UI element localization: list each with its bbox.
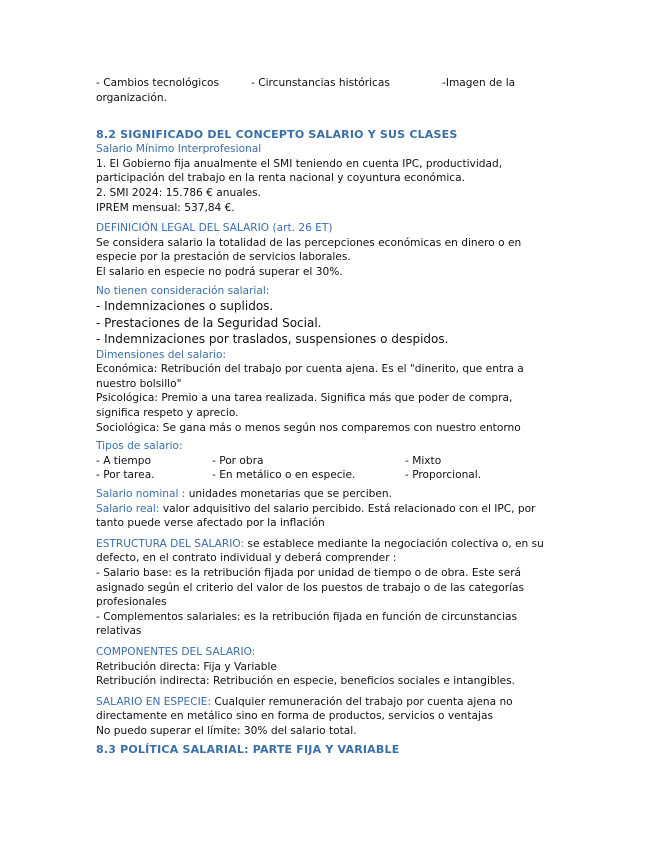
real-line	[96, 502, 566, 517]
smi-line-2: 2. SMI 2024: 15.786 € anuales.	[96, 186, 262, 199]
iprem-line: IPREM mensual: 537,84 €.	[96, 201, 235, 214]
nominal-text: unidades monetarias que se perciben.	[185, 487, 392, 500]
tipos-row-2	[96, 468, 566, 483]
estr-line-5: profesionales	[96, 596, 167, 609]
dim-line-1: Económica: Retribución del trabajo por cuenta ajena. Es el "dinerito, que entra a	[96, 363, 524, 376]
tipo-item: - Mixto	[405, 454, 442, 467]
esp-line-3: No puedo superar el límite: 30% del salario total.	[96, 724, 357, 737]
esp-line-2: directamente en metálico sino en forma de productos, servicios o ventajas	[96, 710, 493, 723]
esp-label: SALARIO EN ESPECIE:	[96, 695, 212, 708]
real-text: valor adquisitivo del salario percibido. Está relacionado con el IPC, por	[159, 502, 536, 515]
real-line-2: tanto puede verse afectado por la inflación	[96, 517, 325, 530]
estr-line-4: asignado según el criterio del valor de los puestos de trabajo o de las categorías	[96, 581, 525, 594]
nominal-line	[96, 487, 566, 502]
dim-line-4: significa respeto y aprecio.	[96, 407, 239, 419]
estr-line-3: - Salario base: es la retribución fijada por unidad de tiempo o de obra. Este será	[96, 566, 522, 579]
estr-line-7: relativas	[96, 625, 142, 638]
nosal-title: No tienen consideración salarial:	[96, 284, 270, 297]
smi-title: Salario Mínimo Interprofesional	[96, 143, 262, 156]
nosal-item: - Prestaciones de la Seguridad Social.	[96, 315, 322, 330]
nominal-label: Salario nominal :	[96, 487, 186, 500]
estr-label: ESTRUCTURA DEL SALARIO:	[96, 537, 245, 550]
comp-line-2: Retribución indirecta: Retribución en especie, beneficios sociales e intangibles.	[96, 675, 516, 688]
tipo-item: - Por obra	[212, 454, 264, 467]
tipo-item: - En metálico o en especie.	[212, 469, 356, 482]
def-line-3: El salario en especie no podrá superar el 30%.	[96, 265, 343, 278]
tipos-row-1	[96, 454, 566, 469]
intro-cont: organización.	[96, 91, 167, 104]
tipo-item: - A tiempo	[96, 454, 151, 467]
comp-title: COMPONENTES DEL SALARIO:	[96, 645, 256, 658]
comp-line-1: Retribución directa: Fija y Variable	[96, 660, 277, 673]
intro-col2: - Circunstancias históricas	[251, 77, 390, 89]
section-83-heading: 8.3 POLÍTICA SALARIAL: PARTE FIJA Y VARIABLE	[96, 743, 400, 757]
estr-line-2: defecto, en el contrato individual y deberá comprender :	[96, 552, 397, 565]
dim-line-2: nuestro bolsillo"	[96, 377, 182, 390]
intro-col3: -Imagen de la	[442, 77, 516, 89]
tipos-title: Tipos de salario:	[96, 440, 183, 453]
tipo-item: - Proporcional.	[405, 469, 482, 482]
estr-text: se establece mediante la negociación colectiva o, en su	[244, 537, 544, 550]
smi-line-1b: participación del trabajo en la renta nacional y coyuntura económica.	[96, 172, 465, 185]
intro-row	[96, 76, 566, 91]
tipo-item: - Por tarea.	[96, 469, 155, 482]
section-82-heading: 8.2 SIGNIFICADO DEL CONCEPTO SALARIO Y SUS CLASES	[96, 128, 458, 142]
def-title: DEFINICIÓN LEGAL DEL SALARIO (art. 26 ET)	[96, 222, 333, 235]
real-label: Salario real:	[96, 502, 160, 515]
estr-line-6: - Complementos salariales: es la retribución fijada en función de circunstancias	[96, 610, 518, 623]
estr-line	[96, 537, 566, 552]
esp-text: Cualquier remuneración del trabajo por cuenta ajena no	[211, 695, 513, 708]
def-line-1: Se considera salario la totalidad de las percepciones económicas en dinero o en	[96, 236, 522, 249]
def-line-2: especie por la prestación de servicios laborales.	[96, 251, 351, 264]
nosal-item: - Indemnizaciones por traslados, suspensiones o despidos.	[96, 332, 449, 347]
nosal-item: - Indemnizaciones o suplidos.	[96, 299, 274, 314]
smi-line-1a: 1. El Gobierno fija anualmente el SMI teniendo en cuenta IPC, productividad,	[96, 157, 503, 170]
dim-line-5: Sociológica: Se gana más o menos según nos comparemos con nuestro entorno	[96, 421, 521, 434]
dim-line-3: Psicológica: Premio a una tarea realizada. Significa más que poder de compra,	[96, 392, 513, 405]
esp-line	[96, 695, 566, 710]
document-page	[96, 76, 566, 757]
intro-col1: - Cambios tecnológicos	[96, 77, 220, 89]
dim-title: Dimensiones del salario:	[96, 348, 227, 361]
